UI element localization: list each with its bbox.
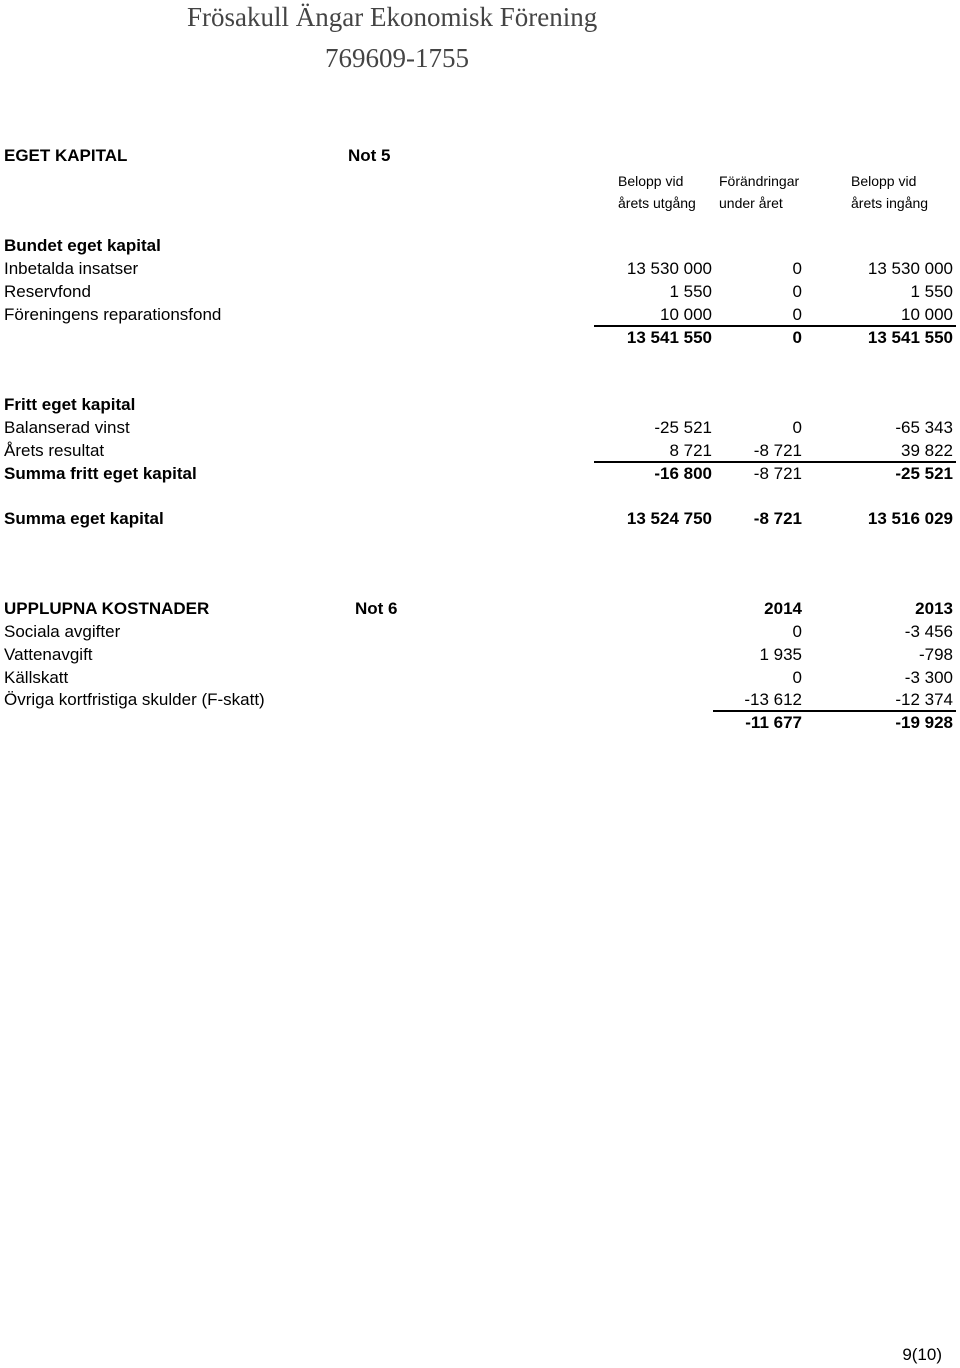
value-opening: 1 550 (910, 282, 953, 301)
section-heading: UPPLUPNA KOSTNADER (4, 599, 210, 618)
value-current: -13 612 (744, 690, 802, 709)
value-previous: -798 (918, 645, 953, 664)
row-label: Årets resultat (4, 441, 105, 460)
value-opening: 39 822 (901, 441, 953, 460)
year-header-current: 2014 (764, 599, 802, 618)
value-closing: 8 721 (669, 441, 712, 460)
row-label: Reservfond (4, 282, 91, 301)
subtotal-rule (594, 461, 956, 463)
column-header-change-line2: under året (719, 195, 783, 211)
subtotal-rule (713, 710, 956, 712)
total-change: -8 721 (753, 509, 802, 528)
total-closing: -16 800 (654, 464, 712, 483)
row-label: Summa fritt eget kapital (4, 464, 197, 483)
value-opening: 13 530 000 (867, 259, 953, 278)
note-reference: Not 6 (355, 599, 398, 618)
row-label: Inbetalda insatser (4, 259, 139, 278)
column-header-closing-line2: årets utgång (618, 195, 696, 211)
row-label: Summa eget kapital (4, 509, 164, 528)
row-label: Sociala avgifter (4, 622, 121, 641)
total-closing: 13 541 550 (626, 328, 712, 347)
value-current: 0 (792, 622, 802, 641)
total-change: -8 721 (753, 464, 802, 483)
value-change: 0 (792, 282, 802, 301)
value-opening: -65 343 (895, 418, 953, 437)
total-previous: -19 928 (895, 713, 953, 732)
value-change: -8 721 (753, 441, 802, 460)
value-closing: 1 550 (669, 282, 712, 301)
page-number: 9(10) (902, 1345, 942, 1364)
column-header-opening-line1: Belopp vid (851, 173, 917, 189)
total-opening: 13 516 029 (867, 509, 953, 528)
value-previous: -3 456 (904, 622, 953, 641)
year-header-previous: 2013 (915, 599, 953, 618)
column-header-closing-line1: Belopp vid (618, 173, 684, 189)
column-header-opening-line2: årets ingång (851, 195, 929, 211)
section-heading: EGET KAPITAL (4, 146, 128, 165)
total-opening: 13 541 550 (867, 328, 953, 347)
row-label: Källskatt (4, 668, 69, 687)
total-closing: 13 524 750 (626, 509, 712, 528)
value-current: 1 935 (759, 645, 802, 664)
row-label: Balanserad vinst (4, 418, 130, 437)
organization-number: 769609-1755 (325, 43, 469, 73)
value-change: 0 (792, 259, 802, 278)
row-label: Vattenavgift (4, 645, 93, 664)
total-change: 0 (792, 328, 802, 347)
subtotal-rule (594, 325, 956, 327)
total-current: -11 677 (745, 713, 802, 732)
column-header-change-line1: Förändringar (719, 173, 800, 189)
value-change: 0 (792, 305, 802, 324)
value-change: 0 (792, 418, 802, 437)
association-name: Frösakull Ängar Ekonomisk Förening (187, 2, 598, 32)
total-opening: -25 521 (895, 464, 953, 483)
note-reference: Not 5 (348, 146, 391, 165)
value-previous: -3 300 (904, 668, 953, 687)
subsection-heading-free: Fritt eget kapital (4, 395, 136, 414)
value-closing: 13 530 000 (626, 259, 712, 278)
value-closing: 10 000 (660, 305, 712, 324)
value-previous: -12 374 (895, 690, 953, 709)
value-opening: 10 000 (901, 305, 953, 324)
value-closing: -25 521 (654, 418, 712, 437)
subsection-heading-restricted: Bundet eget kapital (4, 236, 161, 255)
row-label: Övriga kortfristiga skulder (F-skatt) (4, 690, 265, 709)
row-label: Föreningens reparationsfond (4, 305, 222, 324)
value-current: 0 (792, 668, 802, 687)
